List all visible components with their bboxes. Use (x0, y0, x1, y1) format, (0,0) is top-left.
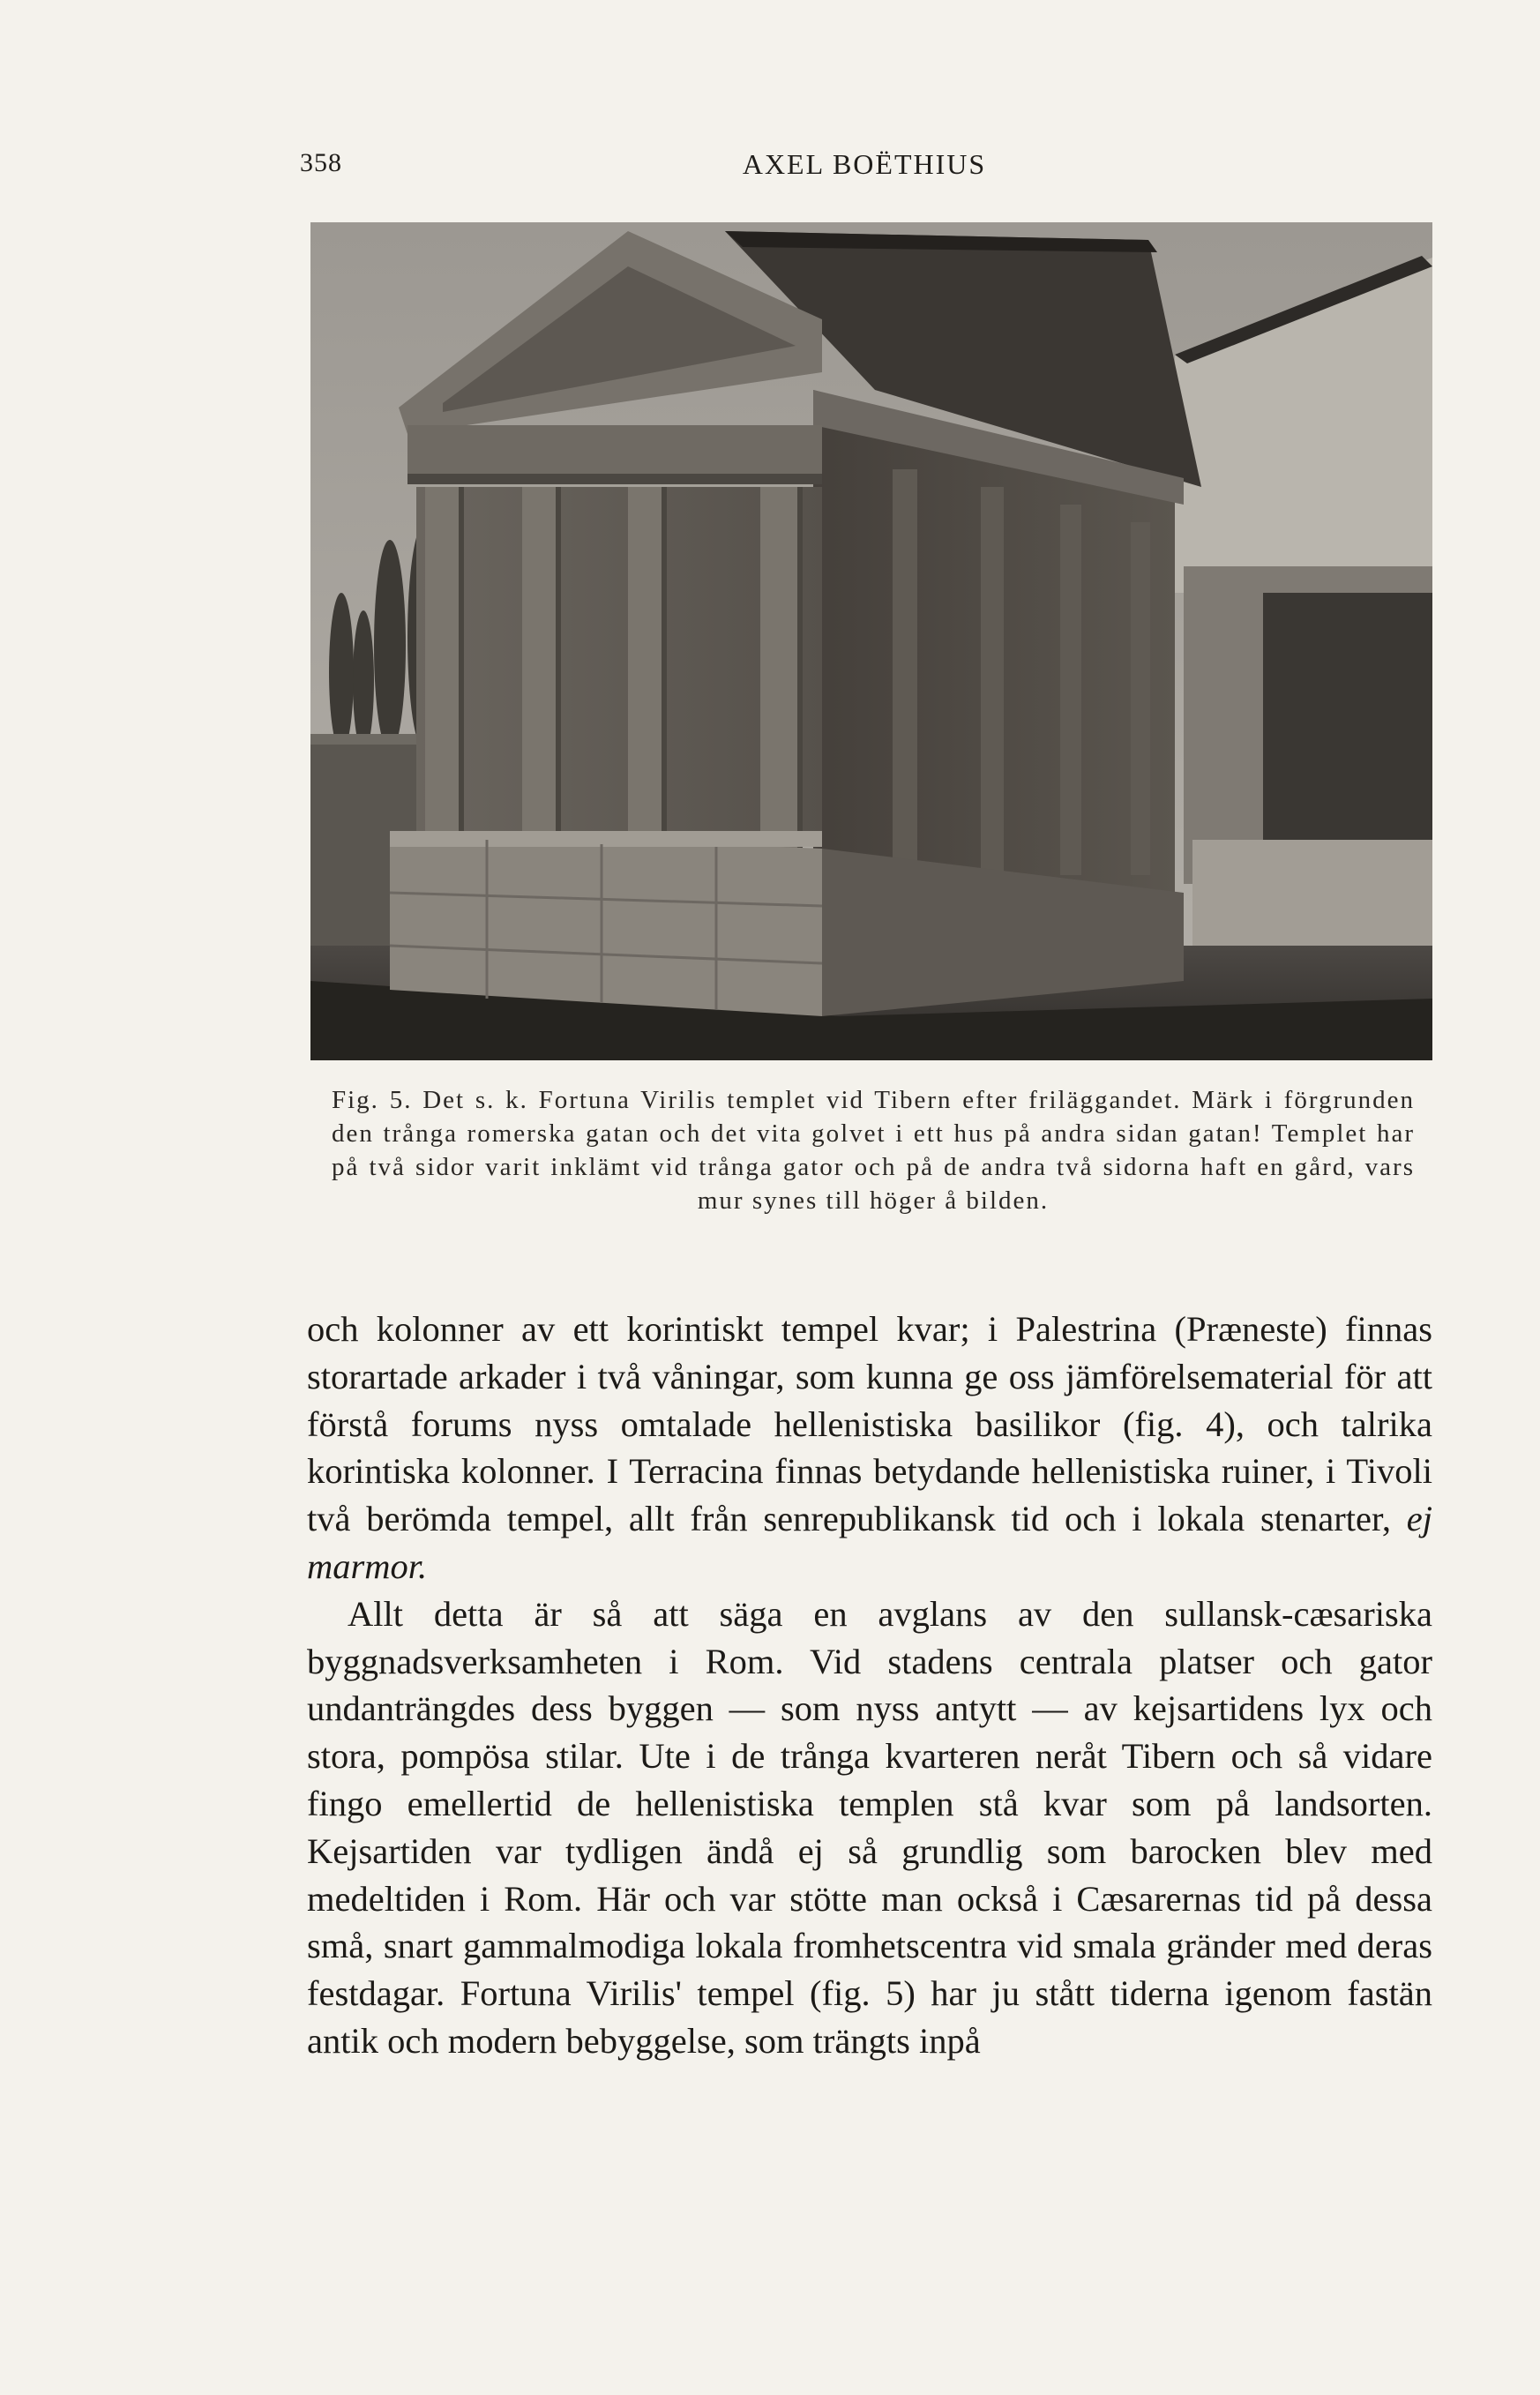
body-text (307, 1306, 1432, 2065)
paragraph-1-text: och kolonner av ett korintiskt tempel kvar; i Palestrina (Præneste) finnas storartade arkader i två våningar, som kunna ge oss jämförelsematerial för att förstå forums nyss omtalade hellenistiska basilikor (fig. 4), och talrika korintiska kolonner. I Terracina finnas betydande hellenistiska ruiner, i Tivoli två berömda tempel, allt från senrepublikansk tid och i lokala stenarter, (307, 1309, 1432, 1539)
temple-illustration (310, 222, 1432, 1060)
paragraph-2: Allt detta är så att säga en avglans av den sullansk-cæsariska byggnadsverksamheten i Rom. Vid stadens centrala platser och gator undanträngdes dess byggen — som nyss antytt — av kejsartidens lyx och stora, pompösa stilar. Ute i de trånga kvarteren neråt Tibern och så vidare fingo emellertid de hellenistiska templen stå kvar som på landsorten. Kejsartiden var tydligen ändå ej så grundlig som barocken blev med medeltiden i Rom. Här och var stötte man också i Cæsarernas tid på dessa små, snart gammalmodiga lokala fromhetscentra vid smala gränder med deras festdagar. Fortuna Virilis' tempel (fig. 5) har ju stått tiderna igenom fastän antik och modern bebyggelse, som trängts inpå (307, 1593, 1432, 2061)
running-head: AXEL BOËTHIUS (742, 148, 987, 180)
temple-photograph (310, 222, 1432, 1060)
figure-caption: Fig. 5. Det s. k. Fortuna Virilis templet vid Tibern efter friläggandet. Märk i förgrunden den trånga romerska gatan och det vita golvet i ett hus på andra sidan gatan! Templet har på två sidor varit inklämt vid trånga gator och på de andra två sidorna haft en gård, vars mur synes till höger å bilden. (332, 1086, 1415, 1215)
page-header (300, 148, 1429, 187)
paragraph-1-italic: ej marmor. (307, 1499, 1433, 1586)
paragraph-1 (307, 1306, 1432, 1590)
page-number: 358 (300, 148, 342, 177)
